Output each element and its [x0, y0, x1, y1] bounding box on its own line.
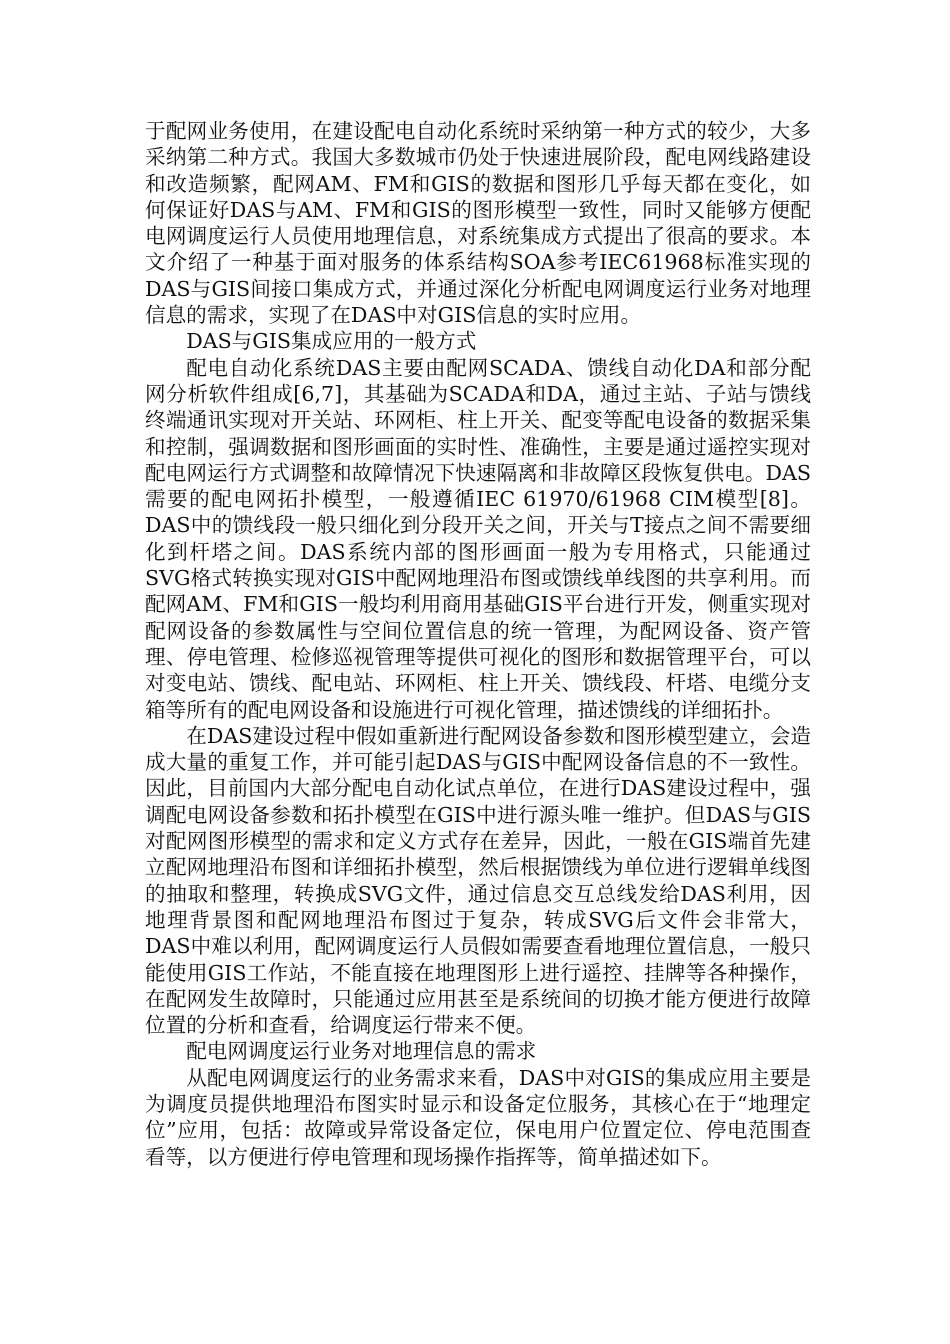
document-body [145, 118, 811, 1170]
paragraph-das-composition: 配电自动化系统DAS主要由配网SCADA、馈线自动化DA和部分配网分析软件组成[6,7]，其基础为SCADA和DA，通过主站、子站与馈线终端通讯实现对开关站、环网柜、柱上开关、配变等配电设备的数据采集和控制，强调数据和图形画面的实时性、准确性，主要是通过遥控实现对配电网运行方式调整和故障情况下快速隔离和非故障区段恢复供电。DAS需要的配电网拓扑模型，一般遵循IEC 61970/61968 CIM模型[8]。DAS中的馈线段一般只细化到分段开关之间，开关与T接点之间不需要细化到杆塔之间。DAS系统内部的图形画面一般为专用格式，只能通过SVG格式转换实现对GIS中配网地理沿布图或馈线单线图的共享利用。而配网AM、FM和GIS一般均利用商用基础GIS平台进行开发，侧重实现对配网设备的参数属性与空间位置信息的统一管理，为配网设备、资产管理、停电管理、检修巡视管理等提供可视化的图形和数据管理平台，可以对变电站、馈线、配电站、环网柜、柱上开关、馈线段、杆塔、电缆分支箱等所有的配电网设备和设施进行可视化管理，描述馈线的详细拓扑。 [145, 355, 811, 722]
paragraph-das-construction: 在DAS建设过程中假如重新进行配网设备参数和图形模型建立，会造成大量的重复工作，并可能引起DAS与GIS中配网设备信息的不一致性。因此，目前国内大部分配电自动化试点单位，在进行DAS建设过程中，强调配电网设备参数和拓扑模型在GIS中进行源头唯一维护。但DAS与GIS对配网图形模型的需求和定义方式存在差异，因此，一般在GIS端首先建立配网地理沿布图和详细拓扑模型，然后根据馈线为单位进行逻辑单线图的抽取和整理，转换成SVG文件，通过信息交互总线发给DAS利用，因地理背景图和配网地理沿布图过于复杂，转成SVG后文件会非常大，DAS中难以利用，配网调度运行人员假如需要查看地理位置信息，一般只能使用GIS工作站，不能直接在地理图形上进行遥控、挂牌等各种操作，在配网发生故障时，只能通过应用甚至是系统间的切换才能方便进行故障位置的分析和查看，给调度运行带来不便。 [145, 723, 811, 1038]
paragraph-dispatch-needs: 从配电网调度运行的业务需求来看，DAS中对GIS的集成应用主要是为调度员提供地理沿布图实时显示和设备定位服务，其核心在于“地理定位”应用，包括：故障或异常设备定位，保电用户位置定位、停电范围查看等，以方便进行停电管理和现场操作指挥等，简单描述如下。 [145, 1065, 811, 1169]
paragraph-intro-continuation: 于配网业务使用，在建设配电自动化系统时采纳第一种方式的较少，大多采纳第二种方式。我国大多数城市仍处于快速进展阶段，配电网线路建设和改造频繁，配网AM、FM和GIS的数据和图形几乎每天都在变化，如何保证好DAS与AM、FM和GIS的图形模型一致性，同时又能够方便配电网调度运行人员使用地理信息，对系统集成方式提出了很高的要求。本文介绍了一种基于面对服务的体系结构SOA参考IEC61968标准实现的DAS与GIS间接口集成方式，并通过深化分析配电网调度运行业务对地理信息的需求，实现了在DAS中对GIS信息的实时应用。 [145, 119, 811, 328]
section-heading-das-gis-integration: DAS与GIS集成应用的一般方式 [186, 329, 477, 354]
section-heading-dispatch-requirements: 配电网调度运行业务对地理信息的需求 [186, 1039, 537, 1064]
